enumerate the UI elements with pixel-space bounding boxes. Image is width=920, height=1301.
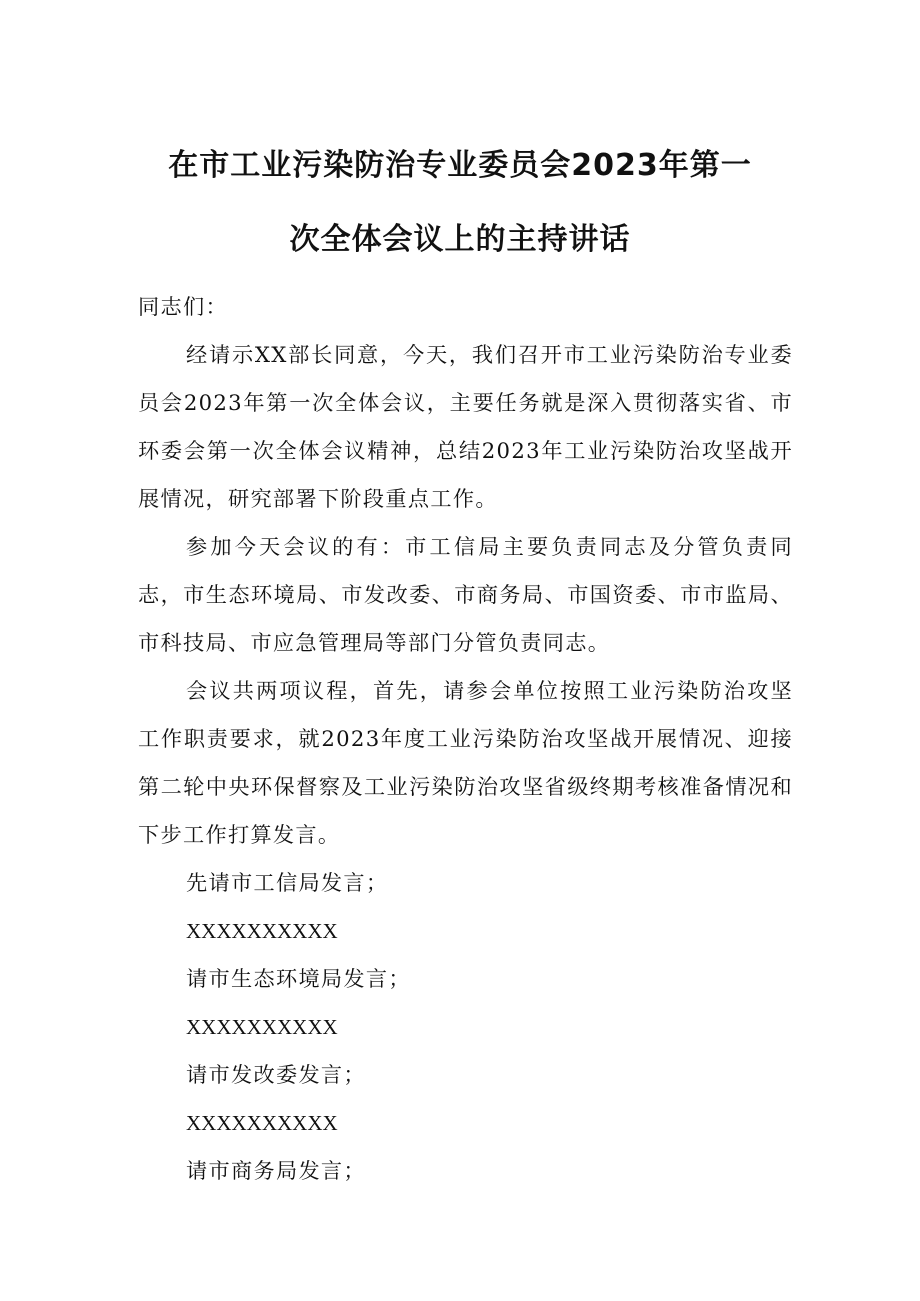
speaker-intro: 请市生态环境局发言； bbox=[186, 966, 411, 991]
paragraph-opening: 经请示XX部长同意，今天，我们召开市工业污染防治专业委员会2023年第一次全体会议，主要任务就是深入贯彻落实省、市环委会第一次全体会议精神，总结2023年工业污染防治攻坚战开展情况，研究部署下阶段重点工作。 bbox=[138, 342, 793, 511]
paragraph-attendees: 参加今天会议的有：市工信局主要负责同志及分管负责同志，市生态环境局、市发改委、市商务局、市国资委、市市监局、市科技局、市应急管理局等部门分管负责同志。 bbox=[138, 534, 793, 655]
speech-placeholder: XXXXXXXXXX bbox=[186, 919, 338, 943]
speech-placeholder: XXXXXXXXXX bbox=[186, 1111, 338, 1135]
document-body bbox=[138, 283, 793, 1195]
speaker-intro: 请市发改委发言； bbox=[186, 1062, 366, 1087]
document-title-line-2: 次全体会议上的主持讲话 bbox=[289, 222, 631, 257]
speaker-intro: 先请市工信局发言； bbox=[186, 870, 389, 895]
speaker-intro: 请市商务局发言； bbox=[186, 1158, 366, 1183]
paragraph-agenda: 会议共两项议程，首先，请参会单位按照工业污染防治攻坚工作职责要求，就2023年度工业污染防治攻坚战开展情况、迎接第二轮中央环保督察及工业污染防治攻坚省级终期考核准备情况和下步工作打算发言。 bbox=[138, 678, 793, 847]
speech-placeholder: XXXXXXXXXX bbox=[186, 1015, 338, 1039]
document-title-line-1: 在市工业污染防治专业委员会2023年第一 bbox=[168, 148, 752, 183]
salutation: 同志们： bbox=[138, 294, 228, 319]
